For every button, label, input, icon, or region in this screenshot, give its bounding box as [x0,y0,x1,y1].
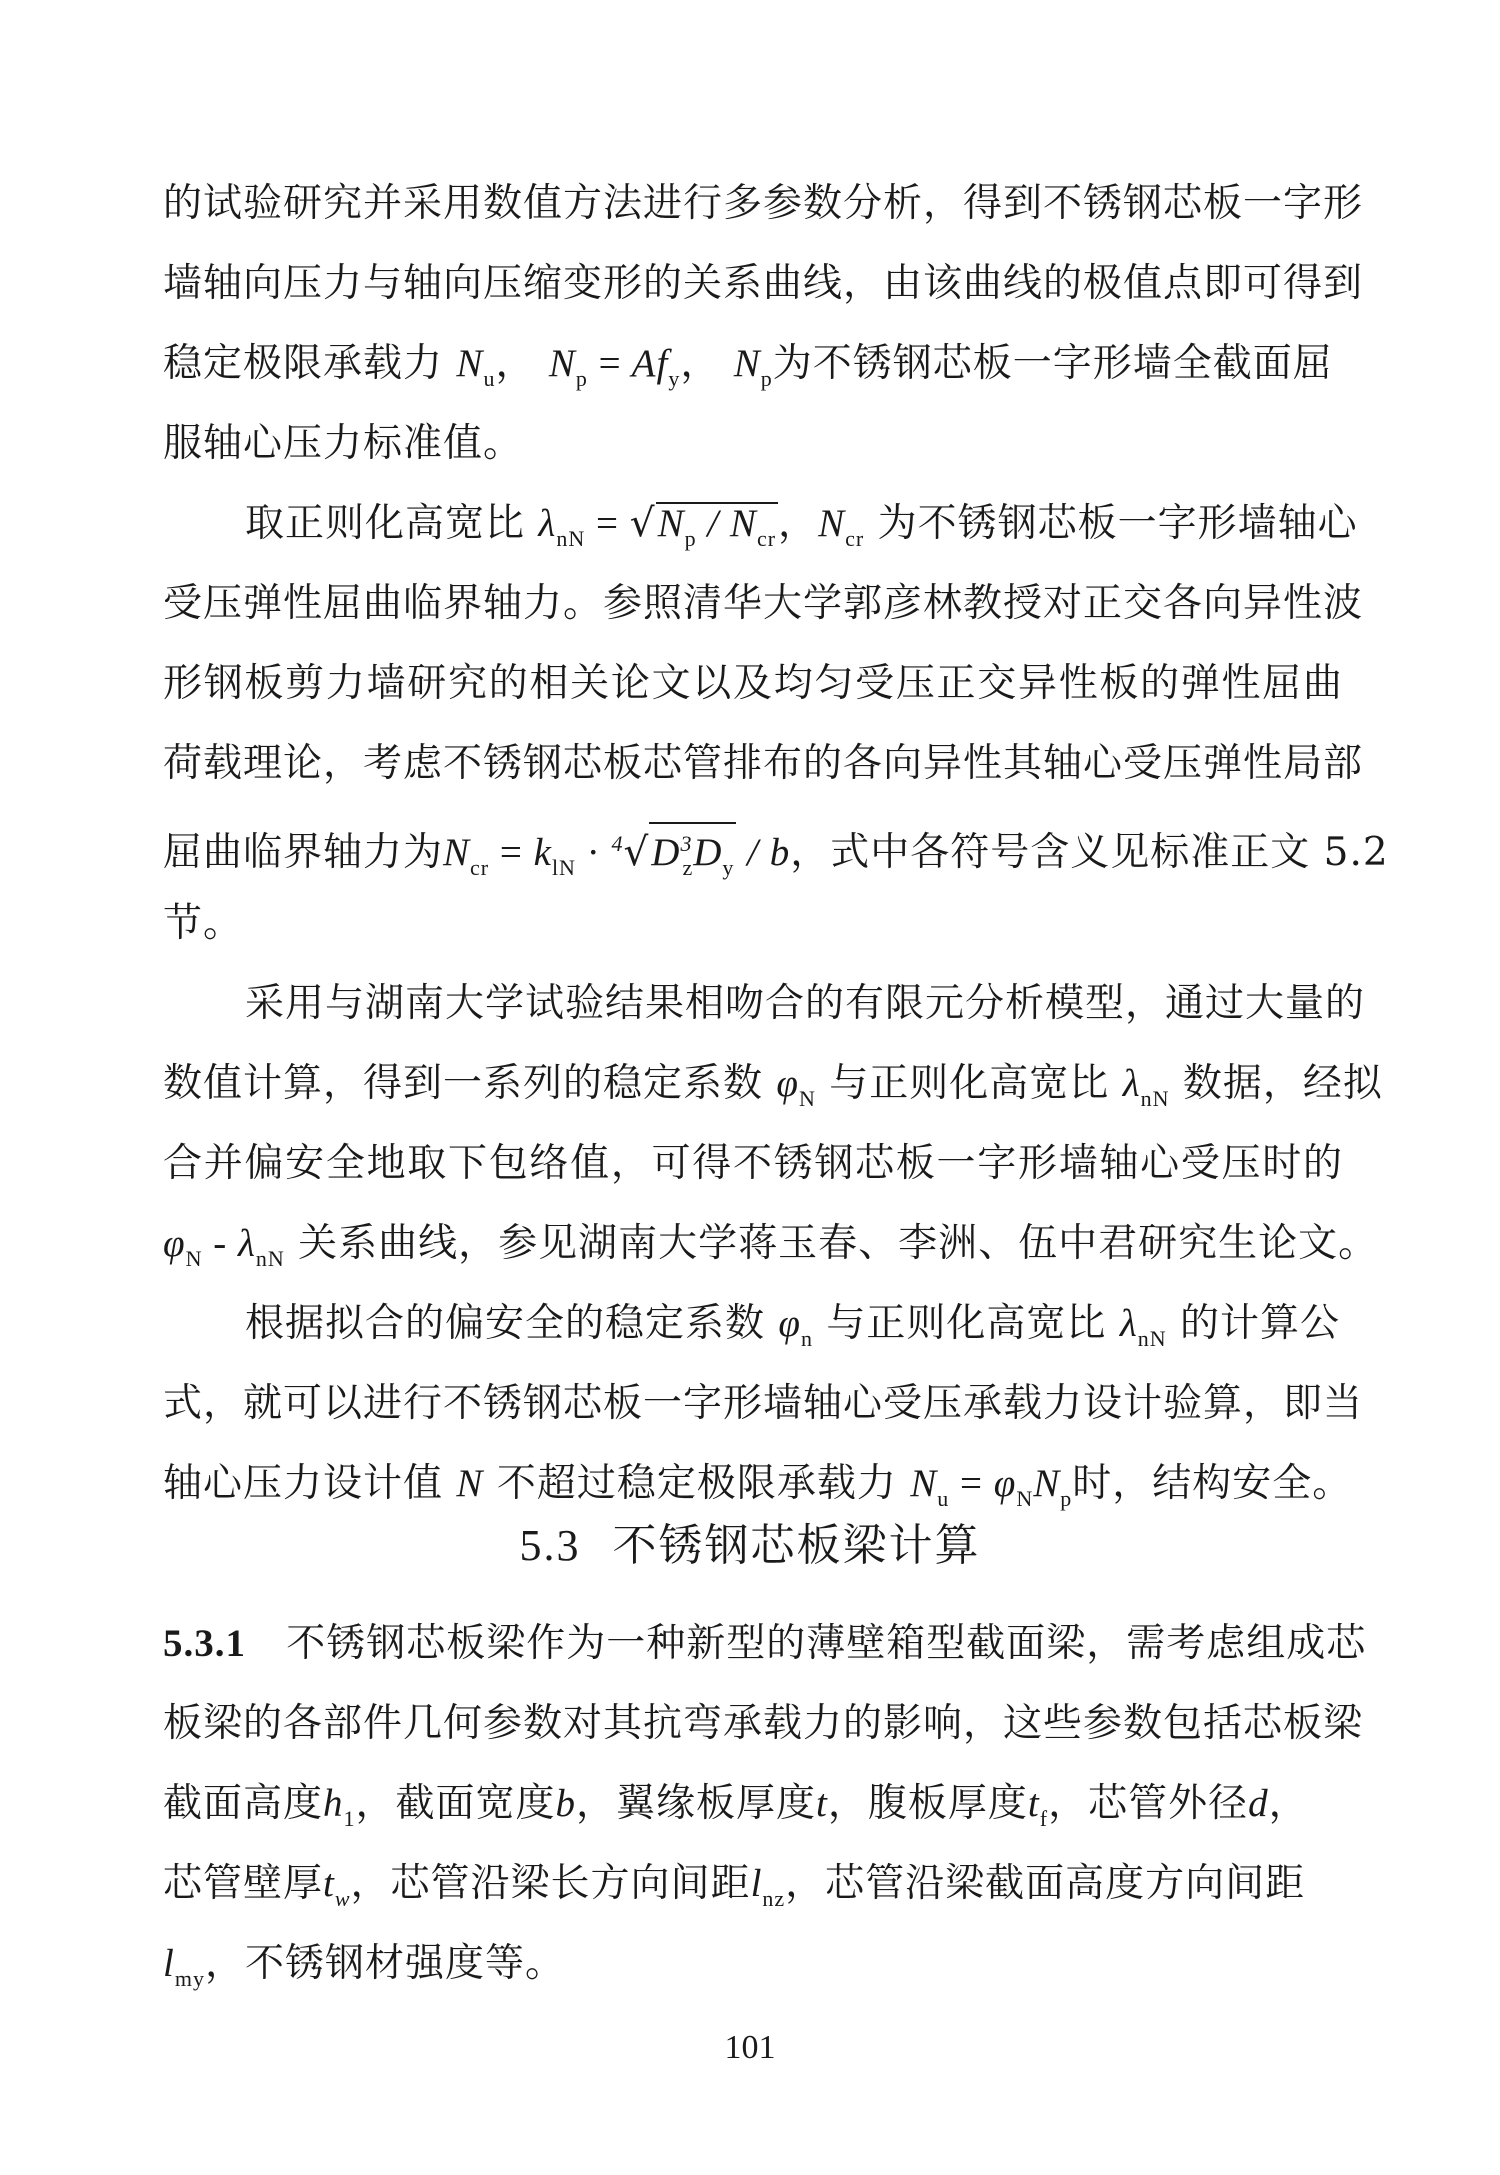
page-number: 101 [724,2029,776,2066]
text-run: 数据，经拟 [1182,1061,1383,1106]
text-run: ， [778,501,819,546]
text-run: 关系曲线，参见湖南大学蒋玉春、李洲、伍中君研究生论文。 [298,1221,1379,1266]
formula-phi-lambda: $\varphi_N - \lambda_{nN}$ [163,1222,285,1271]
formula-lambda-nn: $\lambda_{nN}$ [1119,1302,1167,1351]
paragraph-5-line-2: 板梁的各部件几何参数对其抗弯承载力的影响，这些参数包括芯板梁 [163,1701,1364,1746]
paragraph-2-line-2: 受压弹性屈曲临界轴力。参照清华大学郭彦林教授对正交各向异性波 [163,581,1364,626]
text-run: ， [495,341,536,386]
formula-lambda-nn: $\lambda_{nN}$ [1122,1062,1170,1111]
paragraph-5-line-1 [163,1616,1367,1672]
paragraph-1-line-3 [163,336,1343,407]
formula-lmy: $l_{my}$ [163,1942,205,1991]
paragraph-4-line-1 [245,1296,1343,1367]
formula-nu-equals-phi-np: $N_u = \varphi_NN_p$ [910,1462,1073,1511]
formula-np-equals-afy: $N_p = Af_y$ [548,342,681,391]
paragraph-4-line-3 [163,1456,1353,1527]
paragraph-2-line-1 [245,496,1358,567]
section-number: 5.3 [519,1521,581,1570]
formula-n: N [456,1462,484,1505]
text-run: ，式中各符号含义见标准正文 5.2 [790,830,1389,875]
text-run: ，截面宽度 [355,1781,556,1826]
text-run: 根据拟合的偏安全的稳定系数 [245,1301,766,1346]
formula-lambda-nn: $\lambda_{nN} = √N_p / N_{cr}$ [538,502,778,545]
formula-phi-n: $\varphi_N$ [776,1062,816,1111]
formula-phi-small-n: $\varphi_n$ [778,1302,813,1351]
text-run: 屈曲临界轴力为 [163,830,444,875]
text-run: ，芯管沿梁截面高度方向间距 [785,1861,1306,1906]
text-run: 与正则化高宽比 [826,1301,1107,1346]
text-run: ，芯管外径 [1048,1781,1249,1826]
text-run: ，不锈钢材强度等。 [204,1941,565,1986]
formula-nu: $N_u$ [456,342,496,391]
formula-h1: $h_1$ [323,1782,356,1831]
section-title: 不锈钢芯板梁计算 [612,1520,981,1571]
paragraph-5-line-5 [163,1936,1343,2007]
paragraph-3-line-1: 采用与湖南大学试验结果相吻合的有限元分析模型，通过大量的 [245,981,1366,1026]
formula-np: $N_p$ [733,342,773,391]
text-run: 取正则化高宽比 [245,501,526,546]
formula-lnz: $l_{nz}$ [750,1862,786,1911]
text-run: 为不锈钢芯板一字形墙轴心 [877,501,1358,546]
formula-d: d [1248,1782,1269,1825]
text-run: 的计算公 [1180,1301,1341,1346]
formula-t: t [816,1782,828,1825]
text-run: 轴心压力设计值 [163,1461,444,1506]
text-run: ，腹板厚度 [827,1781,1028,1826]
paragraph-3-line-3: 合并偏安全地取下包络值，可得不锈钢芯板一字形墙轴心受压时的 [163,1141,1343,1186]
text-run: ， [1268,1781,1309,1826]
text-run: 时，结构安全。 [1072,1461,1353,1506]
text-run: 为不锈钢芯板一字形墙全截面屈 [772,341,1333,386]
paragraph-3-line-2 [163,1056,1383,1127]
paragraph-1-line-1: 的试验研究并采用数值方法进行多参数分析，得到不锈钢芯板一字形 [163,181,1364,226]
text-run: 芯管壁厚 [163,1861,324,1906]
text-run: 稳定极限承载力 [163,341,444,386]
text-run: 不超过稳定极限承载力 [496,1461,897,1506]
paragraph-2-line-3: 形钢板剪力墙研究的相关论文以及均匀受压正交异性板的弹性屈曲 [163,661,1343,706]
paragraph-3-line-4 [163,1216,1379,1287]
paragraph-5-line-3 [163,1776,1343,1847]
paragraph-1-line-2: 墙轴向压力与轴向压缩变形的关系曲线，由该曲线的极值点即可得到 [163,261,1364,306]
formula-tw: $t_w$ [323,1862,351,1911]
text-run: ，芯管沿梁长方向间距 [350,1861,751,1906]
formula-ncr: $N_{cr}$ [818,502,865,551]
text-run: 与正则化高宽比 [829,1061,1110,1106]
text-run: 截面高度 [163,1781,324,1826]
paragraph-1-line-4: 服轴心压力标准值。 [163,421,524,466]
text-run: 数值计算，得到一系列的稳定系数 [163,1061,764,1106]
formula-ncr-critical: $N_{cr} = k_{lN} \cdot ^4√D^3_zD_y / b$ [443,831,790,874]
formula-tf: $t_f$ [1027,1782,1049,1831]
paragraph-2-line-4: 荷载理论，考虑不锈钢芯板芯管排布的各向异性其轴心受压弹性局部 [163,741,1364,786]
paragraph-2-line-5 [163,816,1389,896]
paragraph-2-line-6: 节。 [163,901,244,946]
text-run: 不锈钢芯板梁作为一种新型的薄壁箱型截面梁，需考虑组成芯 [286,1621,1367,1666]
clause-number: 5.3.1 [163,1622,246,1665]
paragraph-5-line-4 [163,1856,1343,1927]
text-run: ， [680,341,721,386]
text-run: ，翼缘板厚度 [576,1781,817,1826]
formula-b: b [555,1782,577,1825]
paragraph-4-line-2: 式，就可以进行不锈钢芯板一字形墙轴心受压承载力设计验算，即当 [163,1381,1364,1426]
